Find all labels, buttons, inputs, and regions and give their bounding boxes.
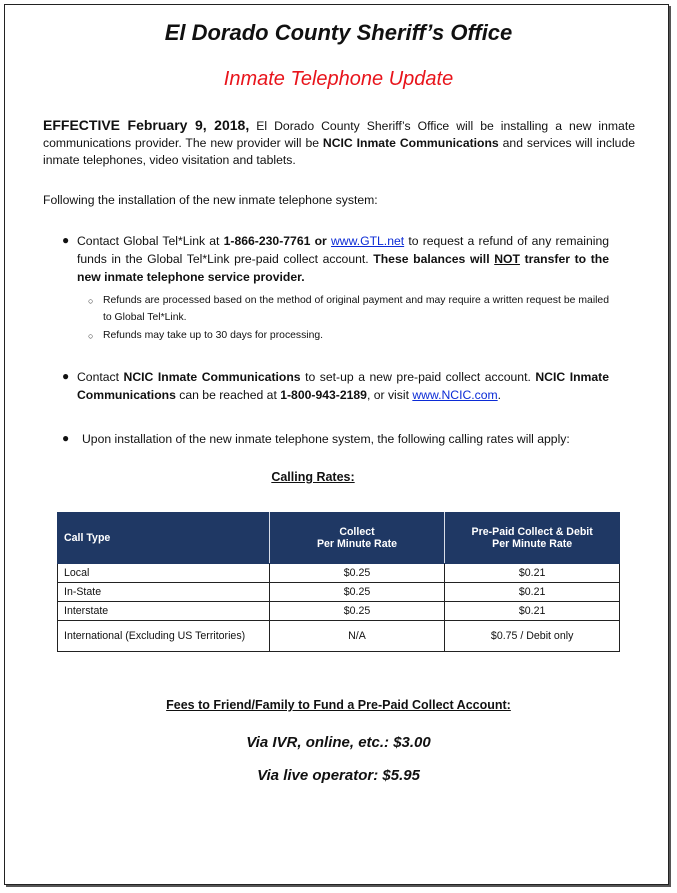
bullet-dot: ● (62, 431, 70, 445)
bullet-ncic-setup: Contact NCIC Inmate Communications to set-up a new pre-paid collect account. NCIC Inmate Communications can be reached at 1-800-943-2189, or visit www.NCIC.com. (77, 370, 609, 402)
header-call-type: Call Type (58, 513, 270, 564)
cell-collect: $0.25 (269, 602, 445, 621)
page-title: El Dorado County Sheriff’s Office (164, 20, 513, 45)
header-collect: Collect Per Minute Rate (269, 513, 445, 564)
table-row (58, 583, 620, 602)
cell-collect: $0.25 (269, 583, 445, 602)
bullet-calling-rates: Upon installation of the new inmate telephone system, the following calling rates will apply: (82, 432, 570, 446)
table-row (58, 602, 620, 621)
gtl-phone: 1-866-230-7761 (223, 234, 311, 248)
provider-name: NCIC Inmate Communications (322, 136, 499, 150)
table-row (58, 564, 620, 583)
fee-ivr: Via IVR, online, etc.: $3.00 (246, 734, 431, 751)
cell-call-type: Interstate (58, 602, 270, 621)
header-prepaid: Pre-Paid Collect & Debit Per Minute Rate (445, 513, 620, 564)
cell-collect: $0.25 (269, 564, 445, 583)
cell-call-type: International (Excluding US Territories) (58, 621, 270, 652)
fee-live-operator: Via live operator: $5.95 (257, 767, 420, 784)
bullet-dot: ● (62, 233, 70, 247)
sub-bullet-refund-time: Refunds may take up to 30 days for processing. (103, 330, 324, 341)
cell-prepaid: $0.21 (445, 564, 620, 583)
sub-bullet-circle: ○ (88, 296, 94, 306)
fees-title: Fees to Friend/Family to Fund a Pre-Paid Collect Account: (166, 698, 511, 712)
effective-date: EFFECTIVE February 9, 2018, (43, 117, 250, 133)
table-row (58, 621, 620, 652)
calling-rates-title: Calling Rates: (271, 470, 355, 484)
bullet-dot: ● (62, 369, 70, 383)
cell-prepaid: $0.75 / Debit only (445, 621, 620, 652)
cell-prepaid: $0.21 (445, 583, 620, 602)
cell-collect: N/A (269, 621, 445, 652)
sub-bullet-refund-method: Refunds are processed based on the method of original payment and may require a written request be mailed to Global Tel*Link. (103, 295, 609, 323)
cell-prepaid: $0.21 (445, 602, 620, 621)
intro-paragraph: EFFECTIVE February 9, 2018, El Dorado County Sheriff’s Office will be installing a new inmate communications provider. The new provider will be NCIC Inmate Communications and services will include inmate telephones, video visitation and tablets. (43, 117, 636, 167)
cell-call-type: In-State (58, 583, 270, 602)
gtl-link[interactable]: www.GTL.net (330, 234, 405, 248)
ncic-link[interactable]: www.NCIC.com (412, 388, 498, 402)
calling-rates-table (57, 512, 620, 652)
cell-call-type: Local (58, 564, 270, 583)
page-subtitle: Inmate Telephone Update (223, 68, 454, 90)
not-emphasis: NOT (494, 252, 520, 266)
sub-bullet-circle: ○ (88, 331, 94, 341)
bullet-gtl-refund: Contact Global Tel*Link at 1-866-230-7761 or www.GTL.net to request a refund of any remaining funds in the Global Tel*Link pre-paid collect account. These balances will NOT transfer to the new inmate telephone service provider. (77, 234, 610, 284)
ncic-phone: 1-800-943-2189 (280, 388, 367, 402)
following-paragraph: Following the installation of the new inmate telephone system: (43, 193, 378, 207)
